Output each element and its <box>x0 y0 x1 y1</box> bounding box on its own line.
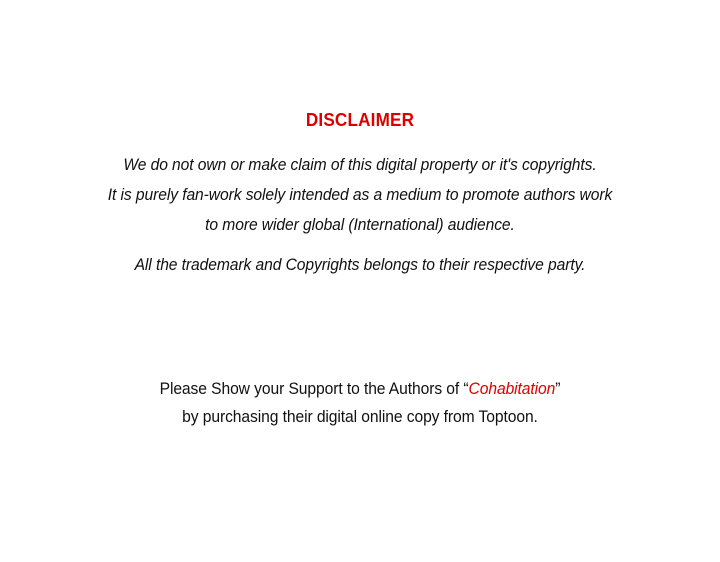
series-title: Cohabitation <box>468 379 556 398</box>
disclaimer-body <box>0 150 720 240</box>
disclaimer-title: DISCLAIMER <box>305 110 415 130</box>
support-line-1 <box>29 375 691 403</box>
disclaimer-body-line-3: to more wider global (International) audience. <box>205 215 515 234</box>
trademark-block <box>0 250 720 280</box>
trademark-line: All the trademark and Copyrights belongs to their respective party. <box>134 255 586 274</box>
disclaimer-body-line-2: It is purely fan-work solely intended as a medium to promote authors work <box>107 185 613 204</box>
support-line-1-suffix: ” <box>555 379 561 398</box>
support-line-2: by purchasing their digital online copy from Toptoon. <box>182 407 538 426</box>
support-line-1-prefix: Please Show your Support to the Authors of “ <box>159 379 469 398</box>
disclaimer-body-line-1: We do not own or make claim of this digital property or it's copyrights. <box>123 155 597 174</box>
support-note <box>0 375 720 431</box>
